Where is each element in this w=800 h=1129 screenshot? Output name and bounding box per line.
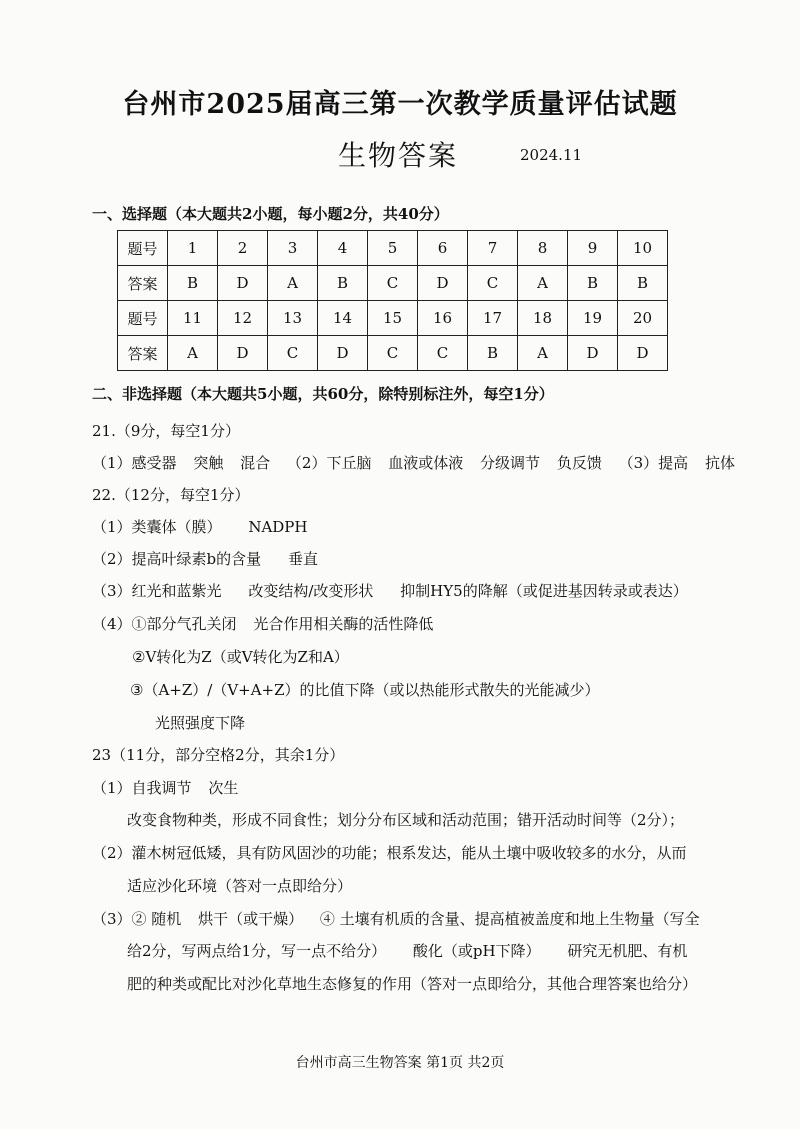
question-number-cell: 15 [368,301,418,336]
answer-cell: D [218,336,268,371]
answer-text: （3）红光和蓝紫光 [92,582,222,600]
answer-text: 抗体 [704,454,735,472]
subtitle-row [0,134,800,174]
answer-text: 混合 [240,454,271,472]
q22-part2 [92,548,318,569]
answer-text: （2）下丘脑 [286,454,372,472]
answer-cell: D [618,336,668,371]
answer-text: 血液或体液 [388,454,464,472]
answer-cell: A [268,266,318,301]
question-number-cell: 2 [218,231,268,266]
q22-part1 [92,516,308,537]
answer-text: （1）自我调节 [92,779,192,797]
answer-cell: C [268,336,318,371]
answer-text: 次生 [208,779,239,797]
answer-cell: C [468,266,518,301]
question-number-cell: 16 [418,301,468,336]
answer-cell: C [418,336,468,371]
answer-text: 抑制HY5的降解（或促进基因转录或表达） [400,582,688,600]
row-label: 答案 [118,336,168,371]
answer-cell: D [568,336,618,371]
answer-text: 酸化（或pH下降） [412,942,541,960]
question-number-cell: 10 [618,231,668,266]
answer-text: （4）①部分气孔关闭 [92,615,237,633]
table-row [118,336,668,371]
q23-part2-b: 适应沙化环境（答对一点即给分） [127,877,353,895]
question-number-cell: 14 [318,301,368,336]
q23-part3-b [127,940,687,961]
q23-part1 [92,777,238,798]
table-row [118,266,668,301]
question-number-cell: 20 [618,301,668,336]
q22-part4 [92,613,433,634]
page-footer: 台州市高三生物答案 第1页 共2页 [295,1055,505,1071]
answer-text: 给2分，写两点给1分，写一点不给分） [127,942,387,960]
q23-heading: 23（11分，部分空格2分，其余1分） [92,746,345,764]
answer-text: NADPH [248,518,308,536]
question-number-cell: 8 [518,231,568,266]
row-label: 答案 [118,266,168,301]
q23-part1-b: 改变食物种类，形成不同食性；划分分布区域和活动范围；错开活动时间等（2分）； [127,811,685,829]
question-number-cell: 1 [168,231,218,266]
row-label: 题号 [118,301,168,336]
answer-cell: D [318,336,368,371]
question-number-cell: 6 [418,231,468,266]
answer-cell: D [218,266,268,301]
answer-text: （3）② 随机 [92,910,182,928]
answer-text: 负反馈 [556,454,602,472]
answer-text: 改变结构/改变形状 [248,582,374,600]
answer-cell: C [368,336,418,371]
q23-part2-a: （2）灌木树冠低矮，具有防风固沙的功能；根系发达，能从土壤中吸收较多的水分，从而 [92,844,687,862]
question-number-cell: 11 [168,301,218,336]
q23-part3-a [92,908,700,929]
q23-part3-c: 肥的种类或配比对沙化草地生态修复的作用（答对一点即给分，其他合理答案也给分） [127,975,698,993]
q21-answers [92,452,735,473]
answer-text: ④ 土壤有机质的含量、提高植被盖度和地上生物量（写全 [319,910,700,928]
question-number-cell: 17 [468,301,518,336]
question-number-cell: 19 [568,301,618,336]
document-title: 台州市2025届高三第一次教学质量评估试题 [122,89,678,120]
answer-text: 烘干（或干燥） [198,910,304,928]
q22-heading: 22.（12分，每空1分） [92,486,250,504]
table-row [118,231,668,266]
answer-table [117,230,668,371]
question-number-cell: 7 [468,231,518,266]
exam-date: 2024.11 [520,146,583,164]
answer-text: 研究无机肥、有机 [567,942,688,960]
question-number-cell: 18 [518,301,568,336]
answer-cell: A [518,266,568,301]
q22-part4-4: 光照强度下降 [155,714,246,732]
answer-text: 分级调节 [480,454,541,472]
answer-cell: B [168,266,218,301]
answer-text: （1）感受器 [92,454,177,472]
subject-title: 生物答案 [338,139,459,172]
question-number-cell: 5 [368,231,418,266]
answer-text: 垂直 [287,550,318,568]
answer-cell: A [518,336,568,371]
question-number-cell: 4 [318,231,368,266]
q22-part3 [92,580,688,601]
question-number-cell: 3 [268,231,318,266]
answer-cell: C [368,266,418,301]
answer-text: （3）提高 [618,454,689,472]
answer-cell: B [318,266,368,301]
question-number-cell: 13 [268,301,318,336]
answer-cell: A [168,336,218,371]
question-number-cell: 12 [218,301,268,336]
answer-text: 光合作用相关酶的活性降低 [253,615,434,633]
table-row [118,301,668,336]
row-label: 题号 [118,231,168,266]
section1-heading: 一、选择题（本大题共2小题，每小题2分，共40分） [92,205,449,223]
answer-cell: D [418,266,468,301]
answer-text: （2）提高叶绿素b的含量 [92,550,262,568]
q21-heading: 21.（9分，每空1分） [92,422,240,440]
question-number-cell: 9 [568,231,618,266]
section2-heading: 二、非选择题（本大题共5小题，共60分，除特别标注外，每空1分） [92,385,554,403]
answer-text: 突触 [193,454,224,472]
answer-cell: B [618,266,668,301]
q22-part4-2: ②V转化为Z（或V转化为Z和A） [132,648,349,666]
answer-cell: B [468,336,518,371]
answer-text: （1）类囊体（膜） [92,518,222,536]
q22-part4-3: ③（A+Z）/（V+A+Z）的比值下降（或以热能形式散失的光能减少） [130,681,600,699]
answer-cell: B [568,266,618,301]
